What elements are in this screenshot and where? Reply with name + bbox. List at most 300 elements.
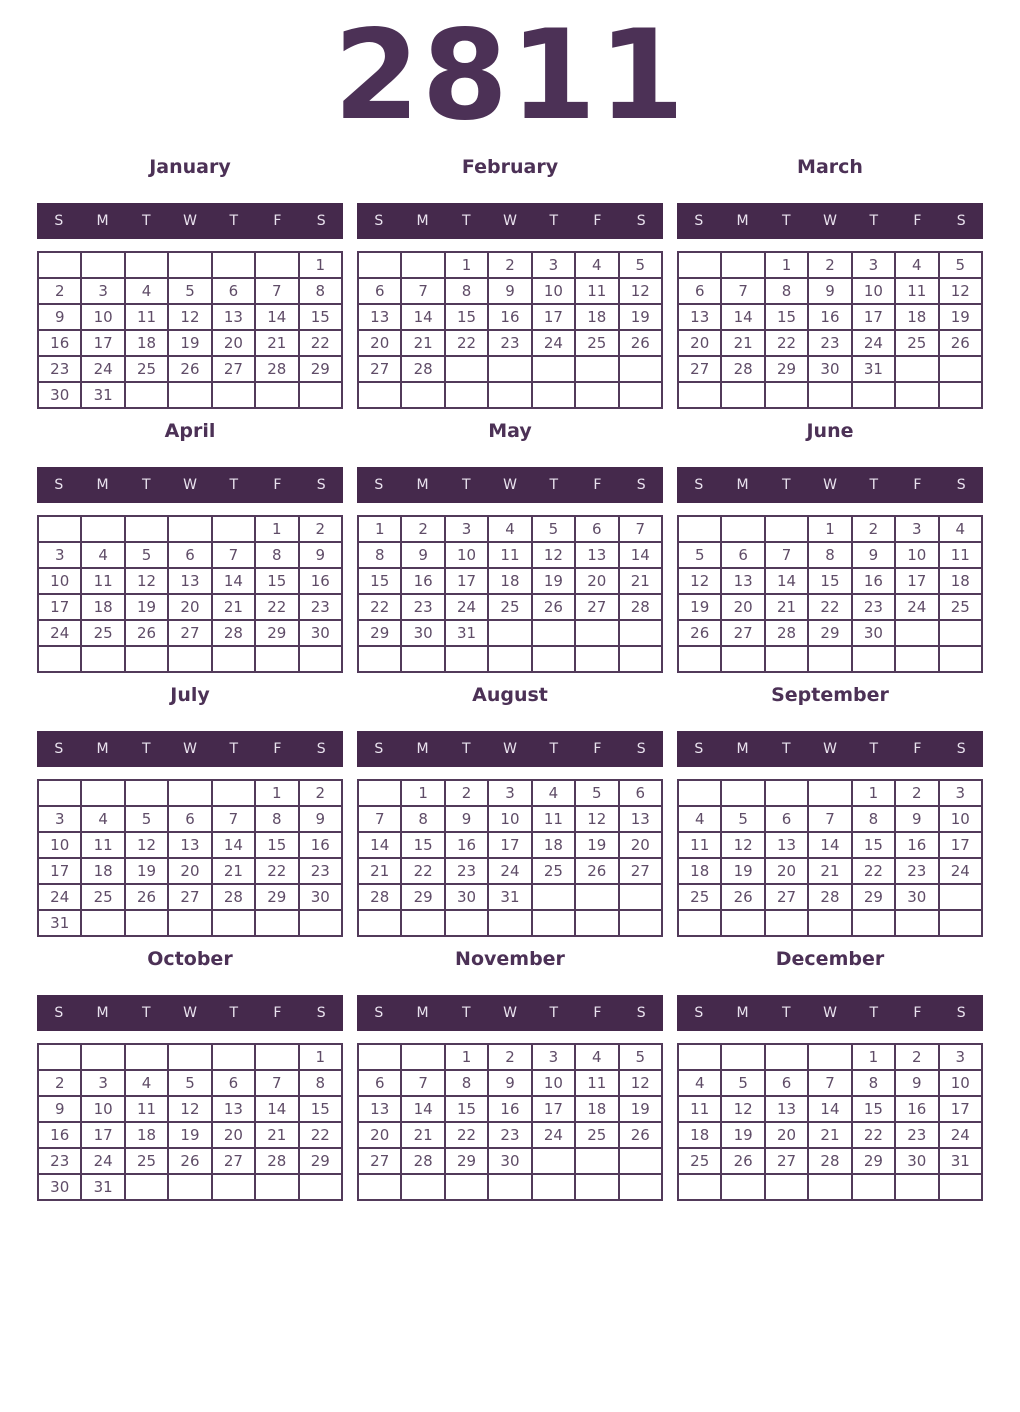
- day-cell: 27: [721, 620, 764, 646]
- week-row: [38, 1122, 342, 1148]
- day-cell: 3: [532, 1044, 575, 1070]
- day-cell: 8: [358, 542, 401, 568]
- empty-day-cell: [721, 1174, 764, 1200]
- weekday-label: S: [636, 741, 646, 757]
- day-cell: 19: [125, 858, 168, 884]
- day-cell: 9: [895, 1070, 938, 1096]
- day-cell: 27: [212, 356, 255, 382]
- day-cell: 26: [168, 1148, 211, 1174]
- empty-day-cell: [38, 516, 81, 542]
- day-cell: 20: [168, 858, 211, 884]
- day-cell: 24: [81, 1148, 124, 1174]
- day-cell: 24: [939, 1122, 982, 1148]
- empty-day-cell: [619, 884, 662, 910]
- week-row: [38, 806, 342, 832]
- weekday-label: T: [782, 213, 791, 229]
- day-cell: 31: [445, 620, 488, 646]
- week-row: [678, 646, 982, 672]
- empty-day-cell: [81, 252, 124, 278]
- day-cell: 18: [125, 330, 168, 356]
- day-cell: 14: [401, 1096, 444, 1122]
- day-cell: 28: [401, 1148, 444, 1174]
- day-cell: 27: [168, 884, 211, 910]
- day-cell: 25: [125, 1148, 168, 1174]
- week-row: [678, 806, 982, 832]
- weekday-label: F: [593, 741, 602, 757]
- day-cell: 19: [168, 1122, 211, 1148]
- date-grid: [37, 251, 343, 409]
- weekday-label: S: [54, 741, 64, 757]
- day-cell: 9: [445, 806, 488, 832]
- empty-day-cell: [765, 1174, 808, 1200]
- day-cell: 28: [765, 620, 808, 646]
- day-cell: 4: [81, 806, 124, 832]
- day-cell: 8: [445, 278, 488, 304]
- week-row: [358, 330, 662, 356]
- month-title: February: [461, 156, 559, 178]
- empty-day-cell: [488, 646, 531, 672]
- day-cell: 18: [575, 1096, 618, 1122]
- empty-day-cell: [808, 1044, 851, 1070]
- day-cell: 16: [299, 568, 342, 594]
- day-cell: 8: [445, 1070, 488, 1096]
- day-cell: 3: [38, 806, 81, 832]
- empty-day-cell: [255, 646, 298, 672]
- day-cell: 21: [808, 1122, 851, 1148]
- day-cell: 30: [299, 620, 342, 646]
- day-cell: 17: [532, 304, 575, 330]
- weekday-label: W: [183, 1005, 197, 1021]
- day-cell: 28: [255, 1148, 298, 1174]
- day-cell: 26: [125, 620, 168, 646]
- day-cell: 30: [38, 382, 81, 408]
- day-cell: 30: [401, 620, 444, 646]
- empty-day-cell: [619, 382, 662, 408]
- weekday-label: T: [869, 741, 879, 757]
- day-cell: 23: [38, 356, 81, 382]
- day-cell: 25: [939, 594, 982, 620]
- week-row: [358, 252, 662, 278]
- weekday-label: F: [273, 477, 282, 493]
- day-cell: 2: [401, 516, 444, 542]
- date-grid: [37, 1043, 343, 1201]
- weekday-label: F: [593, 1005, 602, 1021]
- day-cell: 18: [125, 1122, 168, 1148]
- day-cell: 29: [852, 884, 895, 910]
- day-cell: 8: [852, 806, 895, 832]
- empty-day-cell: [721, 252, 764, 278]
- weekday-label: S: [956, 741, 966, 757]
- weekday-label: S: [374, 741, 384, 757]
- day-cell: 17: [488, 832, 531, 858]
- weekday-label: M: [96, 1005, 109, 1021]
- empty-day-cell: [808, 1174, 851, 1200]
- day-cell: 19: [619, 1096, 662, 1122]
- day-cell: 27: [358, 356, 401, 382]
- empty-day-cell: [575, 620, 618, 646]
- weekday-label: M: [96, 741, 109, 757]
- weekday-header: [357, 467, 663, 503]
- empty-day-cell: [212, 252, 255, 278]
- day-cell: 23: [299, 858, 342, 884]
- weekday-label: T: [142, 1005, 151, 1021]
- weekday-label: S: [636, 213, 646, 229]
- day-cell: 12: [939, 278, 982, 304]
- day-cell: 30: [852, 620, 895, 646]
- day-cell: 22: [299, 330, 342, 356]
- weekday-label: T: [782, 741, 791, 757]
- empty-day-cell: [125, 382, 168, 408]
- weekday-label: S: [636, 1005, 646, 1021]
- day-cell: 7: [721, 278, 764, 304]
- weekday-label: T: [462, 213, 471, 229]
- weekday-label: T: [142, 213, 151, 229]
- day-cell: 5: [575, 780, 618, 806]
- empty-day-cell: [445, 646, 488, 672]
- day-cell: 12: [619, 278, 662, 304]
- day-cell: 23: [299, 594, 342, 620]
- day-cell: 14: [619, 542, 662, 568]
- day-cell: 19: [939, 304, 982, 330]
- empty-day-cell: [168, 646, 211, 672]
- day-cell: 13: [358, 304, 401, 330]
- day-cell: 15: [358, 568, 401, 594]
- day-cell: 3: [445, 516, 488, 542]
- empty-day-cell: [212, 910, 255, 936]
- empty-day-cell: [358, 1174, 401, 1200]
- day-cell: 2: [488, 1044, 531, 1070]
- weekday-header: [37, 467, 343, 503]
- month-march: [677, 156, 983, 409]
- day-cell: 28: [808, 1148, 851, 1174]
- day-cell: 18: [678, 1122, 721, 1148]
- empty-day-cell: [358, 646, 401, 672]
- weekday-label: M: [736, 1005, 749, 1021]
- day-cell: 29: [401, 884, 444, 910]
- empty-day-cell: [619, 1148, 662, 1174]
- day-cell: 2: [445, 780, 488, 806]
- empty-day-cell: [575, 382, 618, 408]
- weekday-label: S: [694, 1005, 704, 1021]
- day-cell: 13: [212, 1096, 255, 1122]
- day-cell: 7: [255, 278, 298, 304]
- day-cell: 16: [852, 568, 895, 594]
- empty-day-cell: [488, 620, 531, 646]
- empty-day-cell: [445, 910, 488, 936]
- day-cell: 2: [895, 1044, 938, 1070]
- day-cell: 3: [939, 780, 982, 806]
- weekday-label: S: [956, 213, 966, 229]
- empty-day-cell: [168, 910, 211, 936]
- day-cell: 11: [125, 304, 168, 330]
- week-row: [678, 542, 982, 568]
- weekday-label: W: [183, 213, 197, 229]
- day-cell: 10: [852, 278, 895, 304]
- day-cell: 16: [895, 832, 938, 858]
- day-cell: 26: [939, 330, 982, 356]
- empty-day-cell: [358, 252, 401, 278]
- empty-day-cell: [532, 1174, 575, 1200]
- weekday-label: T: [549, 741, 559, 757]
- empty-day-cell: [168, 780, 211, 806]
- empty-day-cell: [939, 884, 982, 910]
- day-cell: 27: [619, 858, 662, 884]
- day-cell: 25: [678, 1148, 721, 1174]
- weekday-label: T: [229, 213, 239, 229]
- day-cell: 19: [678, 594, 721, 620]
- day-cell: 4: [81, 542, 124, 568]
- day-cell: 6: [765, 1070, 808, 1096]
- day-cell: 9: [401, 542, 444, 568]
- empty-day-cell: [81, 1044, 124, 1070]
- day-cell: 15: [852, 1096, 895, 1122]
- empty-day-cell: [721, 1044, 764, 1070]
- day-cell: 18: [895, 304, 938, 330]
- day-cell: 6: [721, 542, 764, 568]
- day-cell: 11: [678, 832, 721, 858]
- day-cell: 30: [895, 1148, 938, 1174]
- day-cell: 20: [358, 330, 401, 356]
- day-cell: 10: [532, 1070, 575, 1096]
- weekday-label: W: [183, 477, 197, 493]
- day-cell: 7: [619, 516, 662, 542]
- day-cell: 5: [125, 542, 168, 568]
- day-cell: 15: [765, 304, 808, 330]
- empty-day-cell: [358, 1044, 401, 1070]
- weekday-header: [677, 731, 983, 767]
- day-cell: 24: [81, 356, 124, 382]
- empty-day-cell: [212, 780, 255, 806]
- week-row: [38, 858, 342, 884]
- day-cell: 23: [445, 858, 488, 884]
- day-cell: 10: [939, 806, 982, 832]
- day-cell: 11: [81, 832, 124, 858]
- week-row: [678, 910, 982, 936]
- day-cell: 30: [488, 1148, 531, 1174]
- day-cell: 8: [852, 1070, 895, 1096]
- day-cell: 30: [299, 884, 342, 910]
- weekday-label: T: [462, 1005, 471, 1021]
- day-cell: 8: [255, 806, 298, 832]
- week-row: [38, 1148, 342, 1174]
- week-row: [678, 884, 982, 910]
- weekday-label: M: [736, 741, 749, 757]
- day-cell: 28: [212, 884, 255, 910]
- day-cell: 11: [895, 278, 938, 304]
- date-grid: [677, 251, 983, 409]
- weekday-label: T: [549, 213, 559, 229]
- empty-day-cell: [81, 910, 124, 936]
- day-cell: 5: [168, 278, 211, 304]
- week-row: [678, 1148, 982, 1174]
- week-row: [358, 1122, 662, 1148]
- empty-day-cell: [401, 382, 444, 408]
- week-row: [358, 304, 662, 330]
- weekday-label: S: [54, 1005, 64, 1021]
- month-august: [357, 684, 663, 937]
- empty-day-cell: [808, 382, 851, 408]
- day-cell: 17: [852, 304, 895, 330]
- weekday-label: S: [316, 1005, 326, 1021]
- day-cell: 11: [125, 1096, 168, 1122]
- day-cell: 10: [939, 1070, 982, 1096]
- day-cell: 19: [721, 1122, 764, 1148]
- weekday-label: W: [183, 741, 197, 757]
- day-cell: 29: [852, 1148, 895, 1174]
- day-cell: 26: [721, 1148, 764, 1174]
- day-cell: 25: [575, 1122, 618, 1148]
- empty-day-cell: [168, 516, 211, 542]
- weekday-label: S: [54, 213, 64, 229]
- day-cell: 3: [488, 780, 531, 806]
- weekday-label: T: [549, 1005, 559, 1021]
- day-cell: 15: [299, 304, 342, 330]
- weekday-label: M: [416, 477, 429, 493]
- day-cell: 25: [488, 594, 531, 620]
- empty-day-cell: [721, 910, 764, 936]
- day-cell: 1: [445, 1044, 488, 1070]
- day-cell: 31: [81, 1174, 124, 1200]
- day-cell: 7: [255, 1070, 298, 1096]
- day-cell: 2: [299, 516, 342, 542]
- day-cell: 3: [939, 1044, 982, 1070]
- day-cell: 15: [255, 568, 298, 594]
- empty-day-cell: [575, 884, 618, 910]
- empty-day-cell: [445, 356, 488, 382]
- empty-day-cell: [939, 1174, 982, 1200]
- day-cell: 18: [939, 568, 982, 594]
- day-cell: 1: [445, 252, 488, 278]
- empty-day-cell: [765, 646, 808, 672]
- day-cell: 17: [81, 330, 124, 356]
- empty-day-cell: [212, 382, 255, 408]
- date-grid: [37, 779, 343, 937]
- weekday-label: W: [823, 741, 837, 757]
- day-cell: 27: [765, 1148, 808, 1174]
- day-cell: 26: [125, 884, 168, 910]
- week-row: [678, 382, 982, 408]
- weekday-label: S: [636, 477, 646, 493]
- day-cell: 28: [401, 356, 444, 382]
- day-cell: 6: [168, 542, 211, 568]
- day-cell: 13: [678, 304, 721, 330]
- day-cell: 3: [895, 516, 938, 542]
- empty-day-cell: [125, 780, 168, 806]
- day-cell: 20: [212, 330, 255, 356]
- day-cell: 1: [852, 780, 895, 806]
- week-row: [38, 252, 342, 278]
- day-cell: 12: [678, 568, 721, 594]
- day-cell: 24: [939, 858, 982, 884]
- day-cell: 15: [401, 832, 444, 858]
- day-cell: 19: [168, 330, 211, 356]
- weekday-header: [357, 203, 663, 239]
- weekday-label: S: [694, 477, 704, 493]
- day-cell: 8: [808, 542, 851, 568]
- week-row: [358, 1044, 662, 1070]
- day-cell: 25: [895, 330, 938, 356]
- day-cell: 1: [401, 780, 444, 806]
- month-may: [357, 420, 663, 673]
- weekday-header: [677, 203, 983, 239]
- day-cell: 25: [81, 620, 124, 646]
- day-cell: 9: [299, 806, 342, 832]
- weekday-label: T: [229, 1005, 239, 1021]
- week-row: [38, 1070, 342, 1096]
- day-cell: 16: [401, 568, 444, 594]
- day-cell: 21: [401, 330, 444, 356]
- day-cell: 16: [488, 1096, 531, 1122]
- week-row: [358, 278, 662, 304]
- day-cell: 8: [299, 1070, 342, 1096]
- day-cell: 24: [38, 620, 81, 646]
- weekday-label: M: [736, 213, 749, 229]
- day-cell: 7: [808, 1070, 851, 1096]
- empty-day-cell: [255, 910, 298, 936]
- day-cell: 9: [38, 1096, 81, 1122]
- empty-day-cell: [765, 780, 808, 806]
- empty-day-cell: [619, 620, 662, 646]
- week-row: [678, 252, 982, 278]
- day-cell: 12: [532, 542, 575, 568]
- weekday-label: S: [316, 741, 326, 757]
- week-row: [678, 1070, 982, 1096]
- week-row: [38, 1174, 342, 1200]
- empty-day-cell: [939, 382, 982, 408]
- month-title: November: [455, 948, 565, 970]
- day-cell: 5: [721, 1070, 764, 1096]
- day-cell: 18: [81, 858, 124, 884]
- day-cell: 31: [939, 1148, 982, 1174]
- day-cell: 31: [38, 910, 81, 936]
- day-cell: 4: [678, 1070, 721, 1096]
- day-cell: 14: [255, 1096, 298, 1122]
- empty-day-cell: [401, 252, 444, 278]
- empty-day-cell: [895, 382, 938, 408]
- month-april: [37, 420, 343, 673]
- week-row: [358, 356, 662, 382]
- day-cell: 15: [445, 1096, 488, 1122]
- weekday-header: [677, 995, 983, 1031]
- day-cell: 27: [212, 1148, 255, 1174]
- week-row: [358, 568, 662, 594]
- day-cell: 27: [765, 884, 808, 910]
- day-cell: 26: [678, 620, 721, 646]
- empty-day-cell: [939, 910, 982, 936]
- day-cell: 2: [299, 780, 342, 806]
- day-cell: 23: [38, 1148, 81, 1174]
- weekday-label: F: [913, 1005, 922, 1021]
- year-title: 2811: [333, 4, 687, 148]
- day-cell: 13: [765, 832, 808, 858]
- day-cell: 22: [445, 330, 488, 356]
- empty-day-cell: [678, 646, 721, 672]
- empty-day-cell: [721, 516, 764, 542]
- day-cell: 22: [358, 594, 401, 620]
- date-grid: [677, 779, 983, 937]
- day-cell: 5: [619, 252, 662, 278]
- week-row: [38, 356, 342, 382]
- empty-day-cell: [808, 646, 851, 672]
- empty-day-cell: [401, 1044, 444, 1070]
- day-cell: 21: [255, 1122, 298, 1148]
- empty-day-cell: [575, 646, 618, 672]
- day-cell: 3: [81, 278, 124, 304]
- month-title: July: [170, 684, 210, 706]
- weekday-label: T: [229, 477, 239, 493]
- day-cell: 30: [808, 356, 851, 382]
- day-cell: 13: [168, 832, 211, 858]
